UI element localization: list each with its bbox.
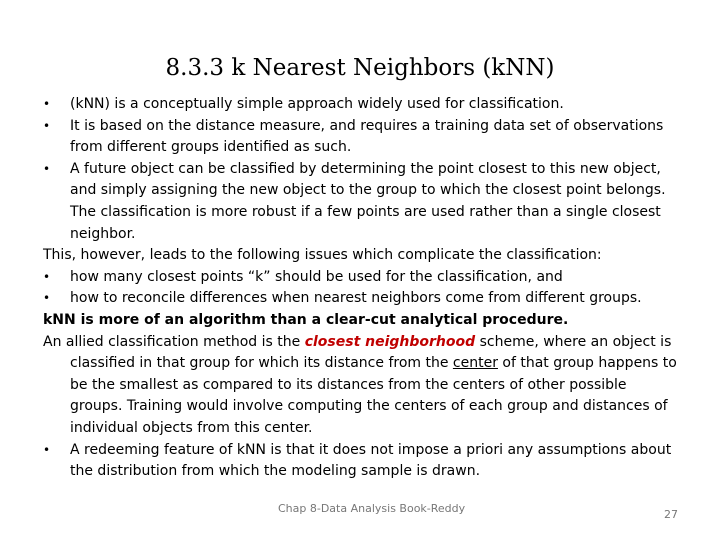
slide-body <box>43 94 683 483</box>
issue-item <box>43 267 683 289</box>
bullet-text: A redeeming feature of kNN is that it does not impose a priori any assumptions about the distribution from which the modeling sample is drawn. <box>70 441 672 480</box>
bullet-marker: • <box>43 118 51 133</box>
bullet-marker: • <box>43 97 51 111</box>
bullet-text: A future object can be classified by determining the point closest to this new object, and simply assigning the new object to the group to which the closest point belongs. The classification is more robust if a few points are used rather than a single closest neighbor. <box>70 160 666 242</box>
allied-text-part2: scheme, where an object is classified in that group for which its distance from the <box>70 333 672 372</box>
allied-text-part3: of that group happens to be the smallest as compared to its distances from the centers of other possible groups. Training would involve computing the centers of each group and distances of individual objects from this center. <box>70 355 677 436</box>
issue-text: how to reconcile differences when nearest neighbors come from different groups. <box>70 290 642 307</box>
issues-intro: This, however, leads to the following issues which complicate the classification: <box>43 247 602 264</box>
slide-title: 8.3.3 k Nearest Neighbors (kNN) <box>165 55 555 81</box>
allied-text-part1: An allied classification method is the <box>43 333 305 350</box>
bullet-marker: • <box>43 161 51 176</box>
bullet-item <box>43 116 683 159</box>
bullet-marker: • <box>43 291 51 306</box>
bullet-marker: • <box>43 269 51 284</box>
issue-item <box>43 288 683 310</box>
bullet-item <box>43 94 683 116</box>
page-number: 27 <box>664 508 678 521</box>
bullet-marker: • <box>43 442 51 457</box>
closest-neighborhood-term: closest neighborhood <box>304 333 476 350</box>
bullet-item <box>43 440 683 483</box>
center-word: center <box>452 355 498 372</box>
bullet-text: (kNN) is a conceptually simple approach widely used for classification. <box>70 96 564 112</box>
slide-footer: Chap 8-Data Analysis Book-Reddy <box>278 502 466 515</box>
bullet-item <box>43 159 683 245</box>
allied-method-paragraph <box>43 332 683 440</box>
bullet-text: It is based on the distance measure, and requires a training data set of observations from different groups identified as such. <box>70 117 664 156</box>
issue-text: how many closest points “k” should be used for the classification, and <box>70 268 563 285</box>
bold-statement: kNN is more of an algorithm than a clear-cut analytical procedure. <box>43 311 569 328</box>
